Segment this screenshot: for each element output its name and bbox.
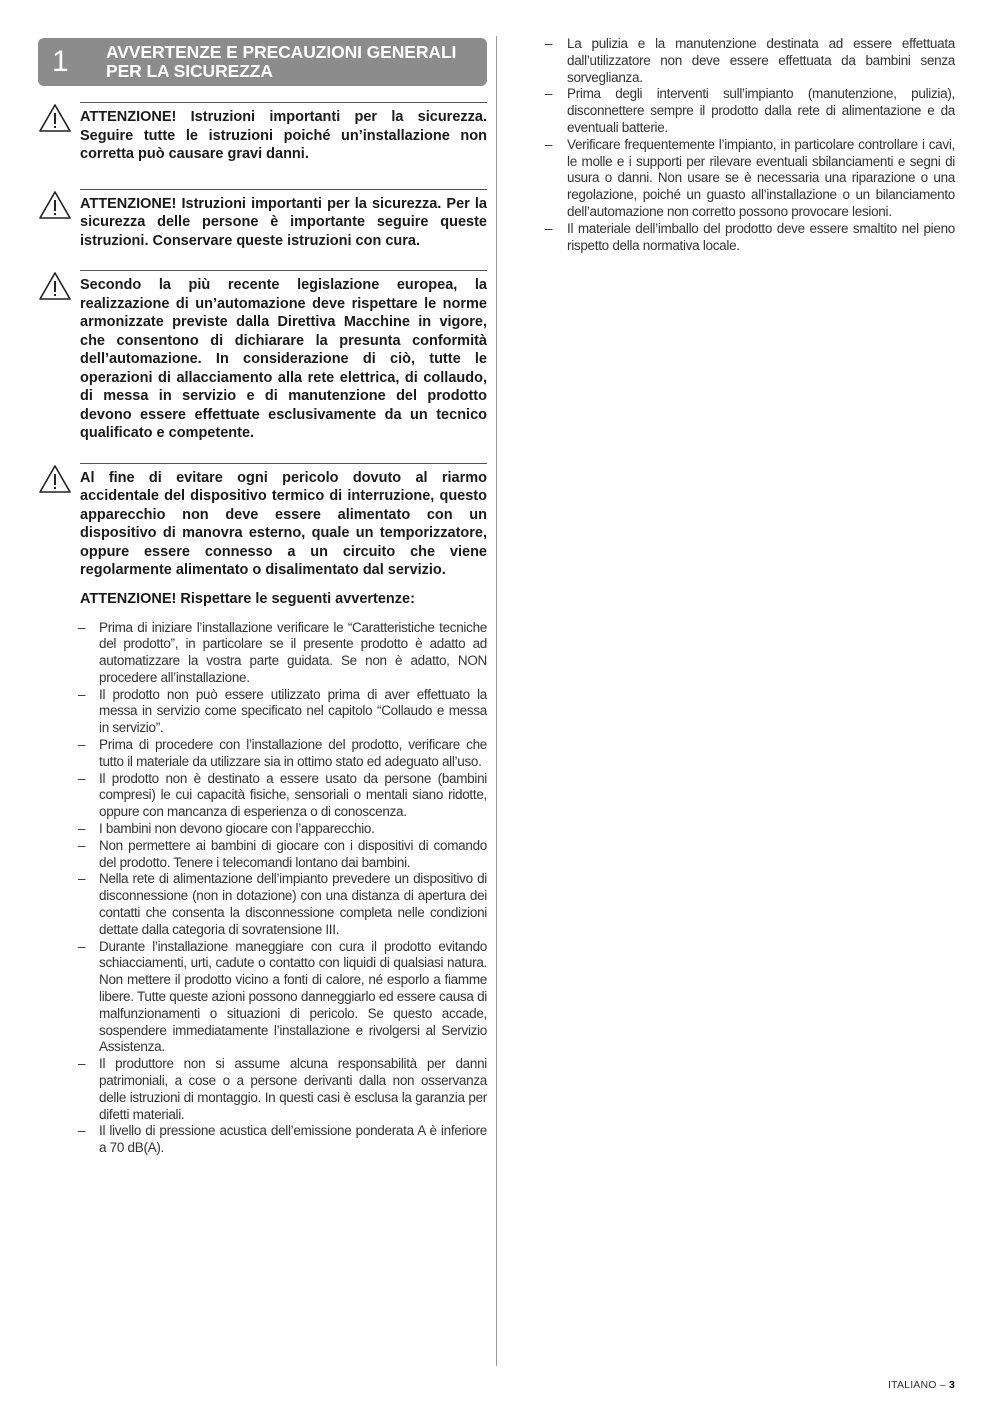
list-item-text: Il materiale dell’imballo del prodotto deve essere smaltito nel pieno rispetto della normativa locale. [567, 220, 955, 253]
bullet-dash: – [78, 686, 86, 702]
list-item [38, 838, 487, 872]
left-column [38, 38, 487, 1157]
bullet-dash: – [545, 86, 553, 102]
list-item-text: Verificare frequentemente l’impianto, in particolare controllare i cavi, le molle e i supporti per rilevare eventuali sbilanciamenti e segni di usura o danni. Non usare se è necessaria una riparazione o una regolazione, poiché un guasto all’installazione o un bilanciamento dell’automazione non corretto possono provocare lesioni. [567, 136, 955, 219]
warning-block [38, 463, 487, 580]
right-column [545, 36, 955, 254]
list-item [545, 36, 955, 86]
bullet-dash: – [78, 938, 86, 954]
list-item [38, 620, 487, 687]
list-item-text: Durante l’installazione maneggiare con cura il prodotto evitando schiacciamenti, urti, cadute o contatto con liquidi di qualsiasi natura. Non mettere il prodotto vicino a fonti di calore, né esporlo a fiamme libere. Tutte queste azioni possono danneggiarlo ed essere causa di malfunzionamenti o situazioni di pericolo. Se questo accade, sospendere immediatamente l’installazione e rivolgersi al Servizio Assistenza. [99, 938, 487, 1055]
separator-rule [80, 189, 487, 190]
warning-text: ATTENZIONE! Istruzioni importanti per la sicurezza. Per la sicurezza delle persone è importante seguire queste istruzioni. Conservare queste istruzioni con cura. [80, 195, 487, 249]
bullet-dash: – [78, 619, 86, 635]
bullet-dash: – [545, 220, 553, 236]
list-item-text: La pulizia e la manutenzione destinata ad essere effettuata dall’utilizzatore non deve essere effettuata da bambini senza sorveglianza. [567, 36, 955, 85]
list-item-text: Prima di iniziare l’installazione verificare le “Caratteristiche tecniche del prodotto”, in particolare se il presente prodotto è adatto ad automatizzare la vostra parte guidata. Se non è adatto, NON procedere all’installazione. [99, 619, 487, 685]
list-item-text: Prima degli interventi sull’impianto (manutenzione, pulizia), disconnettere sempre il prodotto dalla rete di alimentazione e da eventuali batterie. [567, 86, 955, 135]
warning-triangle-icon [38, 271, 72, 301]
footer-language: ITALIANO – [888, 1379, 946, 1391]
warning-block [38, 189, 487, 251]
bullet-dash: – [545, 36, 553, 51]
section-header [38, 38, 487, 86]
bullet-dash: – [78, 737, 86, 753]
bullet-dash: – [78, 871, 86, 887]
list-item [38, 1056, 487, 1123]
warning-block [38, 270, 487, 443]
list-item [38, 737, 487, 771]
warning-text: Al fine di evitare ogni pericolo dovuto al riarmo accidentale del dispositivo termico di interruzione, questo apparecchio non deve essere alimentato con un dispositivo di manovra esterno, quale un temporizzatore, oppure essere connesso a un circuito che viene regolarmente alimentato o disalimentato dal servizio. [80, 469, 487, 578]
warning-triangle-icon [38, 464, 72, 494]
bullet-dash: – [78, 821, 86, 837]
right-bullet-list [545, 36, 955, 254]
list-item [38, 871, 487, 938]
section-title-line-1: AVVERTENZE E PRECAUZIONI GENERALI [106, 42, 457, 62]
list-item [38, 1123, 487, 1157]
page-number: 3 [948, 1379, 955, 1391]
list-item [38, 939, 487, 1057]
warning-block [38, 102, 487, 164]
bullet-dash: – [78, 770, 86, 786]
warning-text: Secondo la più recente legislazione europea, la realizzazione di un’automazione deve rispettare le norme armonizzate previste dalla Direttiva Macchine in vigore, che consentono di dichiarare la presunta conformità dell’automazione. In considerazione di ciò, tutte le operazioni di allacciamento alla rete elettrica, di collaudo, di messa in servizio e di manutenzione del prodotto devono essere effettuate esclusivamente da un tecnico qualificato e competente. [80, 277, 487, 441]
list-item [545, 86, 955, 136]
list-item [38, 821, 487, 838]
list-item-text: Il prodotto non può essere utilizzato prima di aver effettuato la messa in servizio come specificato nel capitolo “Collaudo e messa in servizio”. [99, 686, 487, 736]
warning-text: ATTENZIONE! Istruzioni importanti per la sicurezza. Seguire tutte le istruzioni poiché un’installazione non corretta può causare gravi danni. [80, 109, 487, 162]
list-item [545, 221, 955, 255]
list-item-text: Prima di procedere con l’installazione del prodotto, verificare che tutto il materiale da utilizzare sia in ottimo stato ed adeguato all’uso. [99, 737, 487, 769]
bullet-dash: – [78, 1123, 86, 1139]
list-item-text: I bambini non devono giocare con l’apparecchio. [99, 821, 375, 837]
separator-rule [80, 463, 487, 464]
list-item [545, 137, 955, 221]
list-item-text: Nella rete di alimentazione dell’impianto prevedere un dispositivo di disconnessione (non in dotazione) con una distanza di apertura dei contatti che consenta la disconnessione completa nelle condizioni dettate dalla categoria di sovratensione III. [99, 871, 487, 937]
column-divider [496, 36, 497, 1366]
list-item [38, 687, 487, 737]
section-title [106, 43, 456, 81]
list-item-text: Il produttore non si assume alcuna responsabilità per danni patrimoniali, a cose o a persone derivanti dalla non osservanza delle istruzioni di montaggio. In questi casi è esclusa la garanzia per difetti materiali. [99, 1056, 487, 1122]
separator-rule [80, 102, 487, 103]
bullet-dash: – [545, 136, 553, 152]
list-item-text: Il prodotto non è destinato a essere usato da persone (bambini compresi) le cui capacità fisiche, sensoriali o mentali siano ridotte, oppure con mancanza di esperienza o di conoscenza. [99, 770, 487, 820]
bullet-dash: – [78, 837, 86, 853]
list-item-text: Il livello di pressione acustica dell’emissione ponderata A è inferiore a 70 dB(A). [99, 1123, 487, 1156]
warning-triangle-icon [38, 190, 72, 220]
section-title-line-2: PER LA SICUREZZA [106, 61, 273, 81]
bullet-dash: – [78, 1056, 86, 1072]
warning-triangle-icon [38, 103, 72, 133]
warnings-subheading: ATTENZIONE! Rispettare le seguenti avvertenze: [80, 590, 415, 607]
separator-rule [80, 270, 487, 271]
section-number: 1 [52, 45, 69, 78]
list-item-text: Non permettere ai bambini di giocare con i dispositivi di comando del prodotto. Tenere i telecomandi lontano dai bambini. [99, 837, 487, 870]
list-item [38, 771, 487, 821]
left-bullet-list [38, 620, 487, 1158]
page-footer [888, 1379, 955, 1391]
